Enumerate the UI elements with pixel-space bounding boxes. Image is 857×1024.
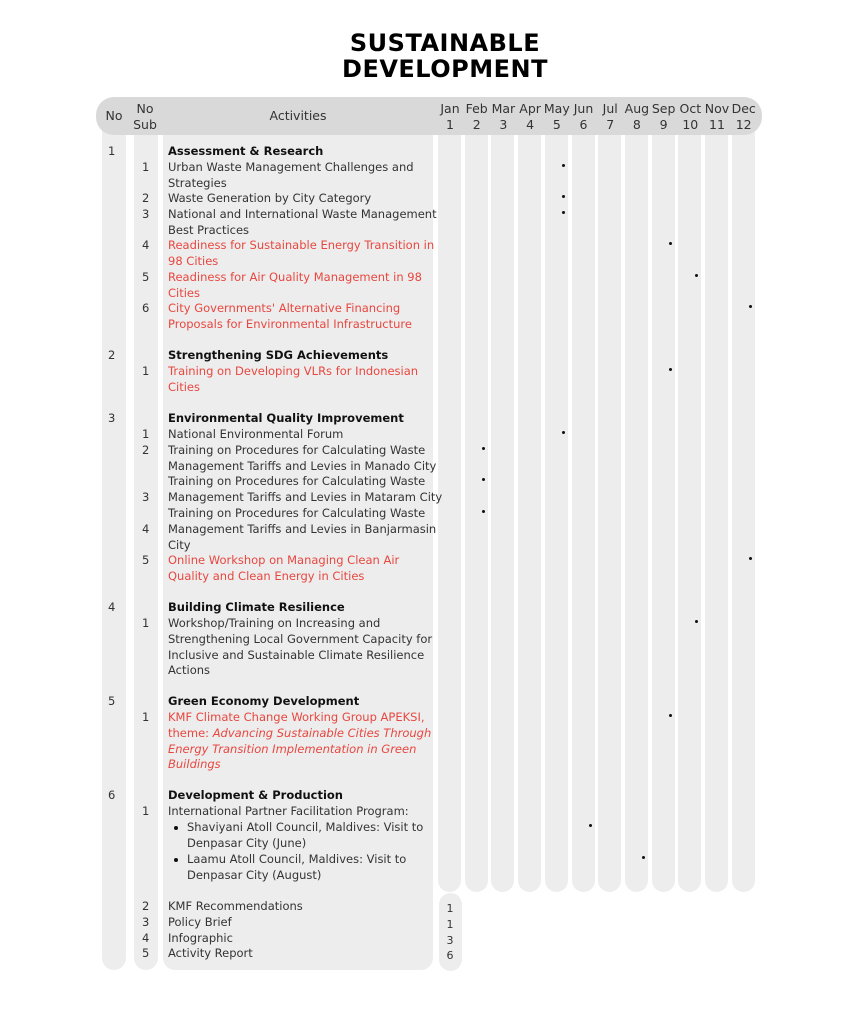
month-column-dec — [732, 102, 755, 892]
schedule-marker — [562, 211, 565, 214]
activity-text: Management Tariffs and Levies in Banjarmasin — [168, 521, 437, 536]
no-column — [102, 102, 126, 970]
group-title: Building Climate Resilience — [168, 600, 345, 614]
month-column-feb — [465, 102, 488, 892]
month-column-aug — [625, 102, 648, 892]
sub-number: 5 — [142, 270, 150, 284]
month-column-may — [545, 102, 568, 892]
schedule-marker — [749, 305, 752, 308]
activity-text: Infographic — [168, 931, 233, 945]
activity-text: City — [168, 537, 191, 552]
month-name: Jan — [440, 101, 460, 116]
sub-number: 4 — [142, 521, 150, 536]
activity-text: Training on Procedures for Calculating Waste — [168, 474, 426, 488]
activity-text: Training on Developing VLRs for Indonesian — [168, 364, 419, 378]
month-number: 11 — [709, 117, 725, 132]
activity-text: City Governments' Alternative Financing — [168, 301, 401, 315]
schedule-marker — [589, 824, 592, 827]
sub-number: 1 — [142, 804, 150, 818]
activity-text: Quality and Clean Energy in Cities — [168, 568, 365, 583]
group-number: 1 — [108, 144, 116, 158]
schedule-marker — [482, 447, 485, 450]
header-month-jan — [435, 101, 465, 133]
group-number: 3 — [108, 411, 116, 425]
activity-text: Denpasar City (August) — [187, 867, 322, 882]
header-no-sub-line2: Sub — [133, 117, 157, 132]
sub-number: 4 — [142, 238, 150, 252]
output-count: 1 — [446, 918, 454, 931]
activity-text: KMF Recommendations — [168, 899, 303, 913]
month-name: Oct — [679, 101, 702, 116]
group-title: Assessment & Research — [168, 144, 324, 158]
header-month-mar — [488, 101, 518, 133]
title-line-2: DEVELOPMENT — [342, 55, 548, 83]
header-month-feb — [462, 101, 492, 133]
sub-number: 5 — [142, 946, 150, 960]
month-column-jul — [598, 102, 621, 892]
month-name: Sep — [651, 101, 676, 116]
sub-number: 3 — [142, 915, 150, 929]
schedule-marker — [669, 242, 672, 245]
sub-number: 1 — [142, 364, 150, 378]
month-name: Apr — [519, 101, 541, 116]
group-number: 5 — [108, 694, 116, 708]
group-number: 4 — [108, 600, 116, 614]
month-name: Dec — [731, 101, 756, 116]
month-name: Feb — [465, 101, 488, 116]
header-month-aug — [622, 101, 652, 133]
activity-text: Online Workshop on Managing Clean Air — [168, 553, 400, 567]
activity-text: KMF Climate Change Working Group APEKSI, — [168, 710, 425, 724]
group-title: Green Economy Development — [168, 694, 360, 708]
month-number: 9 — [659, 117, 668, 132]
group-number: 2 — [108, 348, 116, 362]
sub-number: 2 — [142, 191, 150, 205]
header-month-jul — [595, 101, 625, 133]
header-month-may — [542, 101, 572, 133]
activity-text: Training on Procedures for Calculating Waste — [168, 443, 426, 457]
sub-number: 1 — [142, 160, 150, 174]
activity-text: National Environmental Forum — [168, 427, 344, 441]
activity-text: Strengthening Local Government Capacity for — [168, 631, 433, 646]
month-name: Jul — [602, 101, 618, 116]
bullet-icon — [174, 858, 178, 862]
month-column-mar — [491, 102, 514, 892]
activity-text: Management Tariffs and Levies in Mataram City — [168, 489, 443, 504]
month-column-sep — [652, 102, 675, 892]
header-month-oct — [675, 101, 705, 133]
activity-text: Workshop/Training on Increasing and — [168, 616, 381, 630]
activity-text: Cities — [168, 285, 200, 300]
activity-text: 98 Cities — [168, 253, 219, 268]
activity-text: Denpasar City (June) — [187, 835, 307, 850]
activity-text: National and International Waste Management — [168, 207, 437, 221]
activity-text: Waste Generation by City Category — [168, 191, 372, 205]
header-no-sub — [130, 101, 160, 133]
sub-number: 5 — [142, 553, 150, 567]
month-number: 3 — [499, 117, 508, 132]
month-column-nov — [705, 102, 728, 892]
output-count: 3 — [446, 934, 454, 947]
activity-text: Shaviyani Atoll Council, Maldives: Visit to — [187, 820, 424, 834]
title-line-1: SUSTAINABLE — [349, 29, 541, 57]
activity-text: Cities — [168, 379, 200, 394]
schedule-marker — [642, 856, 645, 859]
activity-text: Training on Procedures for Calculating Waste — [168, 506, 426, 520]
activity-text: Best Practices — [168, 222, 250, 237]
month-number: 6 — [579, 117, 588, 132]
group-title: Strengthening SDG Achievements — [168, 348, 389, 362]
schedule-marker — [669, 368, 672, 371]
month-number: 8 — [632, 117, 641, 132]
month-name: May — [543, 101, 570, 116]
sub-number: 3 — [142, 207, 150, 221]
month-name: Mar — [491, 101, 516, 116]
header-month-dec — [729, 101, 759, 133]
group-title: Development & Production — [168, 788, 343, 802]
month-number: 5 — [552, 117, 561, 132]
header-month-sep — [649, 101, 679, 133]
month-name: Nov — [704, 101, 730, 116]
activity-text: Readiness for Sustainable Energy Transition in — [168, 238, 435, 252]
month-name: Aug — [624, 101, 650, 116]
activity-text: theme: Advancing Sustainable Cities Through — [168, 725, 432, 740]
activity-text: International Partner Facilitation Program: — [168, 804, 409, 818]
sub-number: 2 — [142, 899, 150, 913]
schedule-marker — [482, 478, 485, 481]
activity-text: Energy Transition Implementation in Green — [168, 741, 417, 756]
month-number: 2 — [472, 117, 481, 132]
sub-number: 1 — [142, 427, 150, 441]
activity-text: Buildings — [168, 757, 221, 772]
month-number: 7 — [606, 117, 615, 132]
month-column-apr — [518, 102, 541, 892]
schedule-marker — [669, 714, 672, 717]
month-name: Jun — [573, 101, 594, 116]
sub-number: 1 — [142, 616, 150, 630]
activity-text: Urban Waste Management Challenges and — [168, 160, 414, 174]
activity-text: Management Tariffs and Levies in Manado City — [168, 458, 437, 473]
header-month-nov — [702, 101, 732, 133]
schedule-marker — [562, 431, 565, 434]
schedule-marker — [562, 195, 565, 198]
activity-text: Policy Brief — [168, 915, 232, 929]
schedule-marker — [482, 510, 485, 513]
sub-number: 1 — [142, 710, 150, 724]
output-count: 6 — [446, 949, 454, 962]
activity-text: Strategies — [168, 175, 227, 190]
month-column-oct — [678, 102, 701, 892]
schedule-marker — [562, 164, 565, 167]
header-activities: Activities — [269, 108, 327, 123]
sub-number: 4 — [142, 931, 150, 945]
activity-text: Actions — [168, 663, 211, 678]
month-number: 4 — [526, 117, 535, 132]
sub-number: 3 — [142, 489, 150, 504]
bullet-icon — [174, 826, 178, 830]
month-number: 10 — [682, 117, 699, 132]
page-title — [0, 30, 857, 82]
sub-number: 6 — [142, 301, 150, 315]
activity-text: Activity Report — [168, 946, 253, 960]
month-column-jun — [572, 102, 595, 892]
schedule-marker — [749, 557, 752, 560]
header-month-apr — [515, 101, 545, 133]
activity-text: Laamu Atoll Council, Maldives: Visit to — [187, 852, 407, 866]
output-count: 1 — [446, 902, 454, 915]
month-number: 1 — [446, 117, 454, 132]
sub-number: 2 — [142, 443, 150, 457]
activity-text: Inclusive and Sustainable Climate Resilience — [168, 647, 425, 662]
activity-text: Readiness for Air Quality Management in 98 — [168, 270, 422, 284]
month-number: 12 — [735, 117, 752, 132]
activity-text: Proposals for Environmental Infrastructure — [168, 316, 412, 331]
header-month-jun — [569, 101, 599, 133]
header-no-sub-line1: No — [136, 101, 154, 116]
group-number: 6 — [108, 788, 116, 802]
group-title: Environmental Quality Improvement — [168, 411, 404, 425]
header-no: No — [105, 108, 123, 123]
